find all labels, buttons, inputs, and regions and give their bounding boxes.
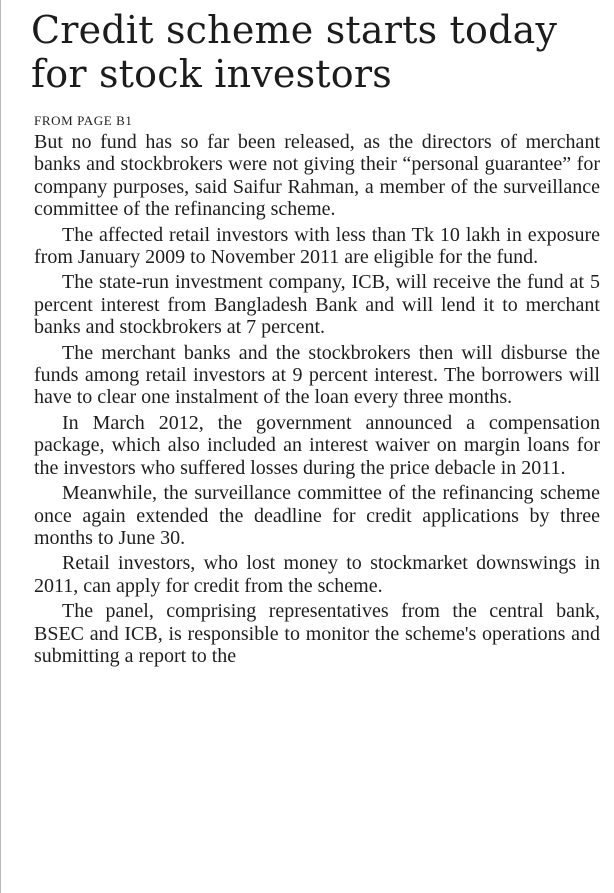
article-paragraph: The merchant banks and the stockbrokers then will disburse the funds among retail investors at 9 percent interest. The borrowers will have to clear one instalment of the loan every three months. bbox=[34, 341, 600, 409]
article-paragraph: The state-run investment company, ICB, will receive the fund at 5 percent interest from Bangladesh Bank and will lend it to merchant banks and stockbrokers at 7 percent. bbox=[34, 271, 600, 339]
article-paragraph: The affected retail investors with less than Tk 10 lakh in exposure from January 2009 to November 2011 are eligible for the fund. bbox=[34, 223, 600, 269]
article-headline: Credit scheme starts today for stock investors bbox=[31, 8, 558, 96]
article-paragraph: The panel, comprising representatives from the central bank, BSEC and ICB, is responsible to monitor the scheme's operations and submitting a report to the bbox=[34, 600, 600, 667]
article-paragraph: In March 2012, the government announced a compensation package, which also included an interest waiver on margin loans for the investors who suffered losses during the price debacle in 2011. bbox=[34, 411, 600, 479]
article-body bbox=[34, 131, 600, 670]
article-paragraph: Retail investors, who lost money to stockmarket downswings in 2011, can apply for credit from the scheme. bbox=[34, 552, 600, 597]
continued-from-label: FROM PAGE B1 bbox=[34, 113, 133, 128]
article-paragraph: Meanwhile, the surveillance committee of the refinancing scheme once again extended the deadline for credit applications by three months to June 30. bbox=[34, 482, 600, 549]
article-paragraph: But no fund has so far been released, as the directors of merchant banks and stockbrokers were not giving their “personal guarantee” for company purposes, said Saifur Rahman, a member of the surveillance committee of the refinancing scheme. bbox=[34, 131, 600, 221]
